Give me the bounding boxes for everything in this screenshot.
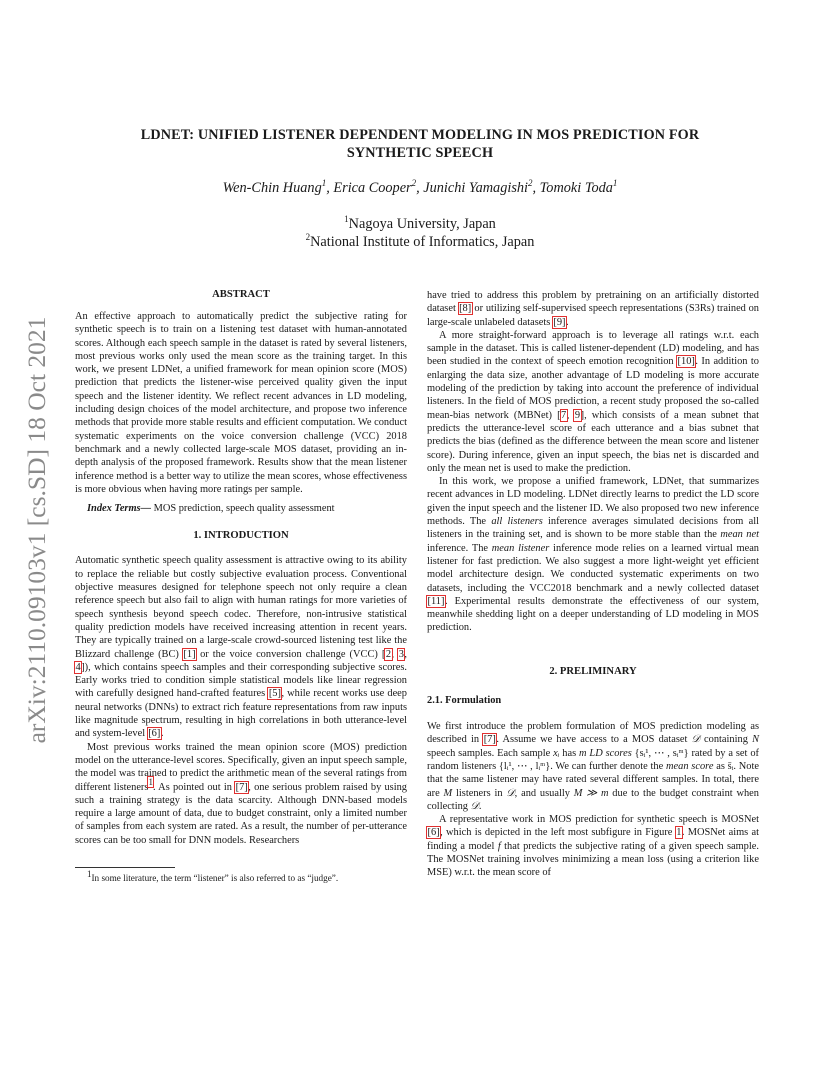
affiliation-number: 2 <box>305 232 311 243</box>
text-run: inference mode relies on a learned virtual mean listener for fast prediction. We also suggest a more light-weight yet efficient model architecture design. We conducted systematic experiments on two datasets, including the VCC2018 benchmark and a newly collected dataset <box>427 542 760 594</box>
text-run: {sᵢ¹, ⋯ , sᵢᵐ} rated by a set of random listeners {lᵢ¹, ⋯ , lᵢᵐ}. We can further denote the <box>427 747 759 772</box>
title-line-1: LDNET: UNIFIED LISTENER DEPENDENT MODELING IN MOS PREDICTION FOR <box>140 127 700 143</box>
text-run: , and usually <box>514 787 574 799</box>
emphasis-text: mean score <box>666 760 714 772</box>
author-name: Erica Cooper <box>333 180 412 196</box>
affiliation-number: 1 <box>344 214 349 225</box>
abstract-text: An effective approach to automatically predict the subjective rating for synthetic speech is to train on a listening test dataset with human-annotated scores. Although each speech sample in the dataset is rated by several listeners, most previous works only used the mean score as the training target. In this work, we present LDNet, a unified framework for mean opinion score (MOS) prediction that predicts the listener-wise perceived quality given the input speech and the listener identity. We reflect recent advances in LD modeling, including design choices of the model architecture, and propose two inference methods that provide more stable results and efficient computation. We conduct systematic experiments on the voice conversion challenge (VCC) 2018 benchmark and a newly collected large-scale MOS dataset, providing an in-depth analysis of the proposed framework. Results show that the mean listener inference method is a better way to utilize the mean scores, whose effectiveness is more obvious when having more ratings per sample. <box>75 311 407 495</box>
footnote-ref-link[interactable]: 1 <box>148 777 153 788</box>
text-run: , one serious problem raised by using such a training strategy is the data scarcity. Although DNN-based models require a large amount of data, due to budget constraint, only a limited number of samples from each system are rated. As a result, the number of per-utterance scores can be too small for DNN models. Researchers <box>75 781 407 846</box>
right-paragraph-3 <box>427 475 759 635</box>
emphasis-text: m LD scores <box>579 747 632 759</box>
text-run: ]), which contains speech samples and their corresponding subjective scores. Early works tried to condition simple statistical models like linear regression with carefully designed hand-crafted features <box>75 661 407 700</box>
text-run: . <box>160 728 164 740</box>
text-run: . As pointed out in <box>152 781 236 793</box>
intro-paragraph-2 <box>75 741 407 847</box>
text-run: containing <box>699 734 753 746</box>
author-name: Junichi Yamagishi <box>423 180 529 196</box>
intro-paragraph-1 <box>75 554 407 740</box>
text-run: or the voice conversion challenge (VCC) [ <box>196 648 386 660</box>
citation-link[interactable]: [7] <box>235 781 248 793</box>
citation-link[interactable]: [9] <box>553 316 566 328</box>
author-affiliation-mark: 1 <box>321 178 327 189</box>
text-run: , <box>391 648 399 660</box>
affiliation <box>80 215 760 233</box>
arxiv-stamp <box>12 280 62 780</box>
title-line-2: SYNTHETIC SPEECH <box>346 145 494 161</box>
citation-link[interactable]: [6] <box>148 728 161 740</box>
text-run: due to the budget constraint when collecting <box>427 787 759 812</box>
index-terms-label: Index Terms— <box>87 503 151 515</box>
text-run: . In addition to enlarging the data size, another advantage of LD modeling is more accurate modeling of the prediction by taking into account the preference of individual listeners. In the field of MOS prediction, a recent study proposed the so-called mean-bias network (MBNet) [ <box>427 356 759 421</box>
author-list <box>80 180 760 197</box>
emphasis-text: N <box>752 734 760 746</box>
citation-link[interactable]: [7] <box>483 734 496 746</box>
author-separator: , <box>326 180 334 196</box>
author-affiliation-mark: 1 <box>612 178 618 189</box>
text-run: In this work, we propose a unified framework, LDNet, that summarizes recent advances in LD modeling. LDNet directly learns to predict the LD score given the input speech and the listener ID. We also proposed two new inference methods. The <box>427 476 759 528</box>
emphasis-text: M <box>443 787 453 799</box>
author-affiliation-mark: 2 <box>411 178 417 189</box>
emphasis-text: mean net <box>720 529 759 541</box>
text-run: A representative work in MOS prediction for synthetic speech is MOSNet <box>439 814 759 826</box>
emphasis-text: f <box>497 840 501 852</box>
citation-link[interactable]: [5] <box>268 688 281 700</box>
text-run: listeners in <box>452 787 507 799</box>
affiliation-name: National Institute of Informatics, Japan <box>310 234 535 250</box>
footnote-rule <box>75 867 175 868</box>
text-run: . MOSNet aims at finding a model <box>427 827 759 852</box>
text-run: , which is depicted in the left most subfigure in Figure <box>440 827 676 839</box>
section-2-heading: 2. PRELIMINARY <box>549 665 637 677</box>
footnote <box>75 868 407 884</box>
author-affiliation-mark: 2 <box>528 178 533 189</box>
footnote-text: In some literature, the term “listener” is also referred to as “judge”. <box>91 872 339 883</box>
emphasis-text: 𝒟 <box>691 734 700 746</box>
text-run: . <box>478 800 482 812</box>
text-run: . <box>566 316 569 328</box>
formulation-paragraph-2 <box>427 813 759 879</box>
author-separator: , <box>532 180 540 196</box>
text-run: inference averages simulated decisions from all listeners in the training set, and is shown to be more stable than the <box>427 516 759 541</box>
text-run: ], which consists of a mean subnet that predicts the utterance-level score of each utterance and a bias subnet that predicts the bias (defined as the difference between the mean score and listener score). During inference, given an input speech, the bias net is discarded and only the mean net is used to make the prediction. <box>427 409 759 474</box>
emphasis-text: xᵢ <box>553 747 560 759</box>
author-name: Tomoki Toda <box>539 180 613 196</box>
text-run: , while recent works use deep neural networks (DNNs) to extract rich feature representations from raw inputs like magnitude spectrum, resulting in high correlations in both utterance-level and system-level <box>75 688 407 740</box>
citation-link[interactable]: [1] <box>183 648 196 660</box>
text-run: Most previous works trained the mean opinion score (MOS) prediction model on the utterance-level scores. Specifically, given an input speech sample, the model was trained to predict the arithmetic mean of the several ratings from different listeners <box>75 741 407 793</box>
paper-title <box>80 126 760 162</box>
emphasis-text: M ≫ m <box>573 787 609 799</box>
right-paragraph-1 <box>427 289 759 329</box>
text-run: as s̄ᵢ. Note that the same listener may have rated several different samples. In total, there are <box>427 760 759 799</box>
section-2-1-heading: 2.1. Formulation <box>427 694 502 706</box>
affiliation <box>80 233 760 251</box>
emphasis-text: mean listener <box>491 542 550 554</box>
footnote-number: 1 <box>87 868 92 879</box>
citation-link[interactable]: 1 <box>676 827 682 839</box>
right-column <box>427 289 759 880</box>
formulation-paragraph-1 <box>427 720 759 813</box>
citation-link[interactable]: 7 <box>561 409 567 421</box>
index-terms <box>75 502 407 515</box>
arxiv-stamp-text: arXiv:2110.09103v1 [cs.SD] 18 Oct 2021 <box>22 316 51 744</box>
citation-link[interactable]: 3 <box>398 648 404 660</box>
left-column <box>75 288 407 884</box>
text-run: has <box>559 747 580 759</box>
citation-link[interactable]: [8] <box>459 303 472 315</box>
text-run: or utilizing self-supervised speech representations (S3Rs) trained on large-scale unlabeled datasets <box>427 303 759 328</box>
citation-link[interactable]: 4 <box>75 661 81 673</box>
abstract-heading: ABSTRACT <box>212 289 270 300</box>
emphasis-text: all listeners <box>491 516 543 528</box>
emphasis-text: 𝒟 <box>506 787 515 799</box>
citation-link[interactable]: [6] <box>427 827 440 839</box>
text-run: inference. The <box>427 542 492 554</box>
emphasis-text: 𝒟 <box>470 800 479 812</box>
text-run: We first introduce the problem formulation of MOS prediction modeling as described in <box>427 721 759 746</box>
text-run: have tried to address this problem by pretraining on an artificially distorted dataset <box>427 290 759 315</box>
text-run: . Assume we have access to a MOS dataset <box>496 734 692 746</box>
citation-link[interactable]: [11] <box>427 595 445 607</box>
citation-link[interactable]: 9 <box>574 409 581 421</box>
right-paragraph-2 <box>427 329 759 475</box>
text-run: , <box>404 648 407 660</box>
text-run: A more straight-forward approach is to leverage all ratings w.r.t. each sample in the dataset. This is called listener-dependent (LD) modeling, and has been studied in the context of speech emotion recognition <box>427 329 759 368</box>
text-run: speech samples. Each sample <box>427 747 554 759</box>
author-name: Wen-Chin Huang <box>222 180 322 196</box>
section-1-heading: 1. INTRODUCTION <box>193 530 289 542</box>
affiliation-list <box>80 215 760 251</box>
citation-link[interactable]: [10] <box>677 356 695 368</box>
text-run: . Experimental results demonstrate the effectiveness of our system, meanwhile shedding light on a deeper understanding of LD modeling in MOS prediction. <box>427 595 759 634</box>
index-terms-text: MOS prediction, speech quality assessment <box>151 503 335 515</box>
text-run: that predicts the subjective rating of a given speech sample. The MOSNet training involves minimizing a mean loss (using a criterion like MSE) w.r.t. the mean score of <box>427 840 759 879</box>
affiliation-name: Nagoya University, Japan <box>348 216 496 232</box>
text-run: , <box>566 409 575 421</box>
author-separator: , <box>416 180 424 196</box>
citation-link[interactable]: 2 <box>385 648 392 660</box>
text-run: Automatic synthetic speech quality assessment is attractive owing to its ability to replace the reliable but costly subjective evaluation process. Conventional objective measures designed for telephone speech not only require a clean reference speech but also fail to align with human ratings for more varieties of speech synthesis beyond speech codec. Therefore, non-intrusive statistical quality prediction models have received increasing attention in recent years. They are typically trained on a large-scale crowd-sourced listening test like the Blizzard challenge (BC) <box>75 555 407 660</box>
